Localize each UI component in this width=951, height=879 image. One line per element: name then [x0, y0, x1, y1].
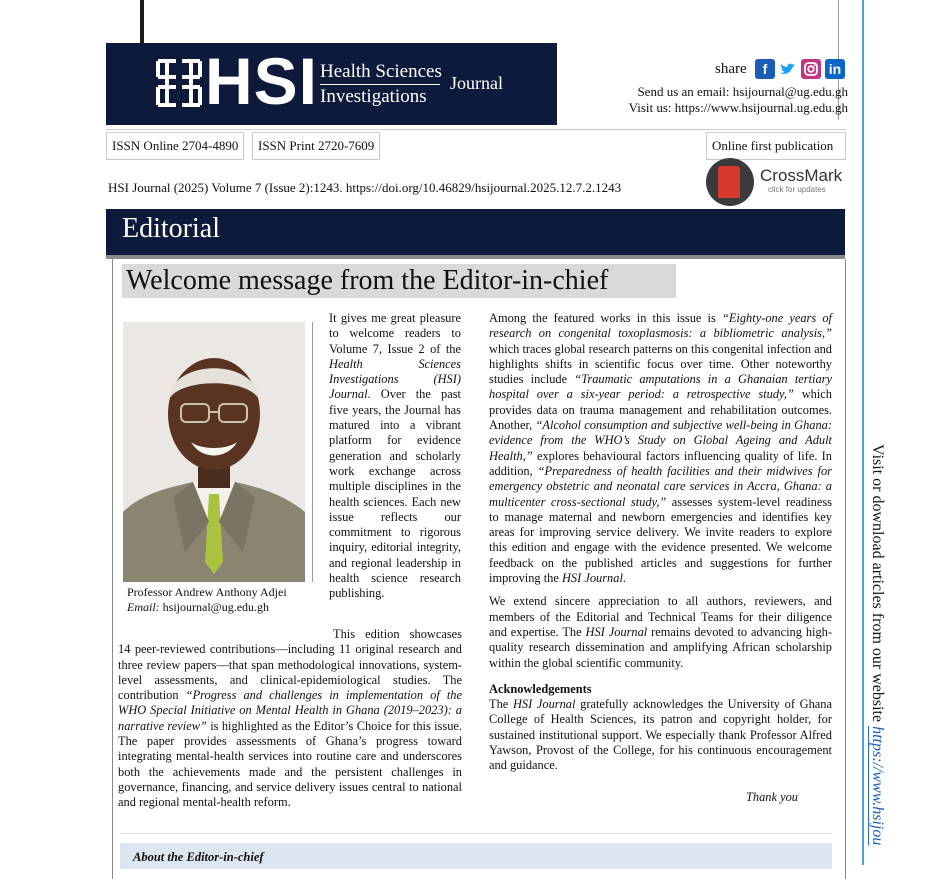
featured-text-g: explores behavioural factors influencing quality of life. In addition,	[489, 448, 832, 478]
appreciation-text-a: We extend sincere appreciation to all authors, reviewers, and members of the Editorial and Technical Teams for their diligence and expertise. The	[489, 594, 832, 639]
linkedin-icon[interactable]: in	[825, 59, 845, 79]
caption-email-address[interactable]: hsijournal@ug.edu.gh	[162, 600, 270, 614]
issn-online-badge: ISSN Online 2704-4890	[106, 132, 244, 160]
featured-text-a: Among the featured works in this issue is	[489, 311, 722, 325]
photo-caption-email	[127, 600, 269, 615]
section-label: Editorial	[122, 213, 220, 244]
intro-paragraph-column	[329, 311, 461, 602]
photo-caption-name: Professor Andrew Anthony Adjei	[127, 585, 287, 599]
edition-text-c: is highlighted as the Editor’s Choice for this issue. The paper provides assessments of Ghana’s progress toward integrating mental-health services into routine care and underscores both the achievements made and the persistent challenges in governance, financing, and service delivery issues central to national and regional mental-health reform.	[118, 718, 462, 810]
featured-text-c: which traces global research patterns on this congenital infection and highlights shifts in scientific focus over time. Other noteworthy studies include	[489, 341, 832, 387]
featured-title-1: “Eighty-one years of research on congenital toxoplasmosis: a bibliometric analysis,”	[489, 311, 832, 341]
journal-title-line1: Health Sciences	[320, 61, 442, 82]
facebook-icon[interactable]: f	[755, 59, 775, 79]
about-heading: About the Editor-in-chief	[133, 850, 264, 864]
side-website-banner	[868, 444, 886, 845]
citation-line: HSI Journal (2025) Volume 7 (Issue 2):1243. https://doi.org/10.46829/hsijournal.2025.12.7.2.1243	[108, 180, 622, 195]
twitter-icon[interactable]	[778, 59, 798, 79]
featured-text-k: .	[622, 571, 626, 586]
featured-title-3: “Alcohol consumption and subjective well-being in Ghana: evidence from the WHO’s Study on Global Ageing and Adult Health,”	[489, 418, 832, 463]
ack-text-a: The	[489, 697, 513, 712]
photo-frame	[312, 322, 313, 582]
featured-text-e: which provides data on trauma management and rehabilitation outcomes. Another,	[489, 387, 833, 433]
journal-title-line2: Investigations	[320, 86, 427, 107]
hsi-logo-icon	[154, 57, 204, 109]
crossmark-label[interactable]: CrossMark	[760, 166, 843, 185]
side-banner-link[interactable]: https://www.hsijou	[869, 726, 886, 846]
thank-you-note: Thank you	[746, 790, 798, 804]
intro-text-a: It gives me great pleasure to welcome readers to Volume 7, Issue 2 of the	[329, 311, 461, 356]
intro-text-journal: Health Sciences Investigations (HSI) Journal	[329, 356, 461, 402]
online-first-badge: Online first publication	[706, 132, 846, 160]
logo-letters: HSI	[205, 44, 319, 118]
side-banner-text: Visit or download articles from our website	[869, 444, 886, 727]
website-contact[interactable]: Visit us: https://www.hsijournal.ug.edu.gh	[628, 100, 848, 115]
left-column	[118, 627, 462, 811]
right-column	[489, 311, 832, 774]
article-title: Welcome message from the Editor-in-chief	[126, 265, 609, 296]
journal-title-suffix: Journal	[450, 73, 503, 93]
ack-journal-name: HSI Journal	[512, 697, 576, 712]
featured-journal-name: HSI Journal	[561, 571, 623, 586]
top-left-rule	[140, 0, 144, 44]
featured-text-i: assesses system-level readiness to manage maternal and newborn emergencies and identifies key areas for improving service delivery. We invite readers to explore this edition and engage with the evidence presented. We welcome feedback on the published articles and suggestions for further improving the	[489, 494, 832, 586]
header-divider	[106, 129, 846, 130]
email-contact[interactable]: Send us an email: hsijournal@ug.edu.gh	[637, 84, 848, 99]
footer-divider	[120, 833, 832, 834]
crossmark-sub: click for updates	[768, 185, 826, 194]
intro-text-c: . Over the past five years, the Journal has matured into a vibrant platform for evidence generation and scholarly work exchange across multiple disciplines in the health sciences. Each new issue reflects our commitment to rigorous inquiry, editorial integrity, and regional leadership in health science research publishing.	[329, 387, 461, 601]
editors-choice-title: “Progress and challenges in implementation of the WHO Special Initiative on Mental Health in Ghana (2019–2023): a narrative review”	[118, 688, 463, 733]
issn-print-badge: ISSN Print 2720-7609	[252, 132, 380, 160]
side-blue-rule	[862, 0, 864, 865]
edition-text-a: This edition showcases 14 peer-reviewed contributions—including 11 original research and three review papers—that span methodological innovations, system-level assessments, and clinical-epidemiological studies. The contribution	[118, 627, 462, 703]
acknowledgements-heading: Acknowledgements	[489, 681, 592, 696]
featured-title-4: “Preparedness of health facilities and their midwives for emergency obstetric and neonatal care services in Accra, Ghana: a multicenter cross-sectional study,”	[489, 463, 832, 509]
email-label: Email:	[127, 600, 160, 614]
featured-title-2: “Traumatic amputations in a Ghanaian tertiary hospital over a six-year period: a retrospective study,”	[489, 372, 832, 402]
appreciation-journal-name: HSI Journal	[585, 624, 648, 639]
share-label: share	[715, 61, 747, 77]
editor-photo	[123, 322, 305, 582]
ack-text-c: gratefully acknowledges the University of Ghana College of Health Sciences, its patron and copyright holder, for sustained institutional support. We especially thank Professor Alfred Yawson, Provost of the College, for his continuous encouragement and guidance.	[489, 697, 832, 773]
crossmark-bookmark	[718, 166, 740, 198]
appreciation-text-c: remains devoted to advancing high-quality research dissemination and amplifying African scholarship within the global scientific community.	[489, 624, 832, 670]
instagram-icon[interactable]	[801, 59, 821, 79]
title-divider	[320, 84, 440, 85]
